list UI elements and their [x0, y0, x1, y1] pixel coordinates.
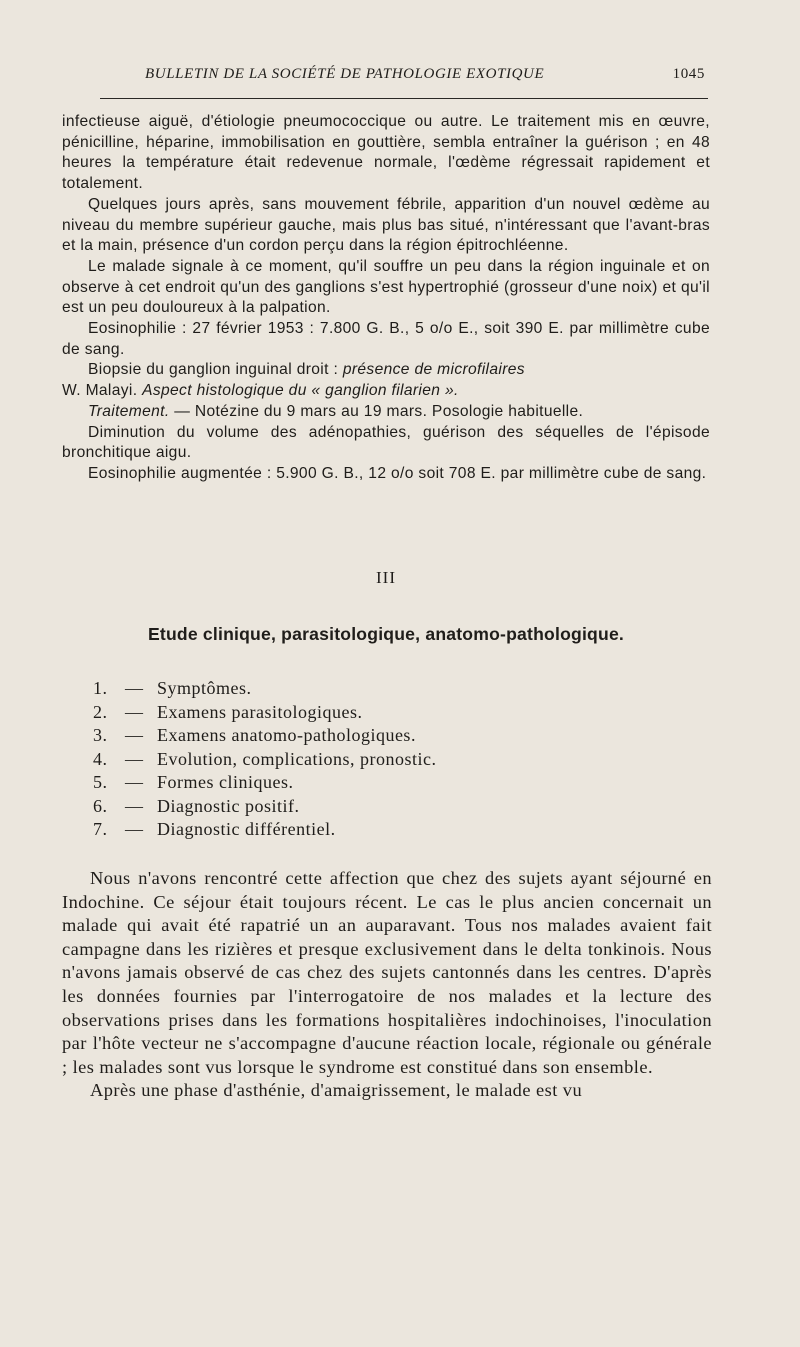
outline-item	[93, 771, 613, 795]
outline-item	[93, 748, 613, 772]
outline-dash: —	[125, 772, 144, 792]
eosinophilia-paragraph: Eosinophilie augmentée : 5.900 G. B., 12 o/o soit 708 E. par millimètre cube de sang.	[88, 464, 707, 482]
outline-item	[93, 795, 613, 819]
outline-label: Symptômes.	[157, 678, 252, 698]
header-rule	[100, 98, 708, 99]
outline-label: Diagnostic positif.	[157, 795, 300, 816]
section-outline	[93, 677, 613, 842]
case-paragraph: Diminution du volume des adénopathies, guérison des séquelles de l'épisode bronchitique aigu.	[62, 423, 710, 462]
outline-dash: —	[125, 678, 144, 698]
outline-label: Formes cliniques.	[157, 772, 294, 792]
case-paragraph: Le malade signale à ce moment, qu'il souffre un peu dans la région inguinale et on observe à cet endroit qu'un des ganglions s'est hypertrophié (grosseur d'une noix) et qu'il est un peu douloureux à la palpation.	[62, 257, 710, 317]
body-text	[62, 867, 712, 1103]
outline-number: 5.	[93, 772, 108, 792]
outline-item	[93, 701, 613, 725]
biopsy-paragraph	[62, 360, 710, 401]
biopsy-prefix: Biopsie du ganglion inguinal droit :	[88, 361, 343, 379]
outline-label: Examens parasitologiques.	[157, 701, 363, 722]
outline-number: 4.	[93, 748, 108, 769]
biopsy-species: W. Malayi.	[62, 382, 143, 400]
outline-item	[93, 818, 613, 842]
running-header	[100, 66, 705, 90]
case-paragraph: Quelques jours après, sans mouvement fébrile, apparition d'un nouvel œdème au niveau du membre supérieur gauche, mais plus bas situé, n'intéressant que l'avant-bras et la main, présence d'un cordon perçu dans la région épitrochléenne.	[62, 195, 710, 255]
treatment-paragraph	[62, 402, 710, 423]
treatment-text: — Notézine du 9 mars au 19 mars. Posologie habituelle.	[169, 402, 584, 420]
outline-label: Examens anatomo-pathologiques.	[157, 725, 416, 745]
outline-item	[93, 677, 613, 701]
section-number: III	[376, 568, 396, 587]
biopsy-finding: présence de microfilaires	[342, 361, 525, 379]
outline-number: 2.	[93, 701, 108, 722]
case-report	[62, 112, 710, 485]
section-title: Etude clinique, parasitologique, anatomo-pathologique.	[147, 624, 625, 644]
outline-label: Evolution, complications, pronostic.	[157, 748, 437, 769]
body-paragraph: Nous n'avons rencontré cette affection que chez des sujets ayant séjourné en Indochine. Ce séjour était toujours récent. Le cas le plus ancien concernait un malade qui avait été rapatrié un an auparavant. Tous nos malades avaient fait campagne dans les rizières et presque exclusivement dans le delta tonkinois. Nous n'avons jamais observé de cas chez des sujets cantonnés dans les centres. D'après les données fournies par l'interrogatoire de nos malades et la lecture des observations prises dans les formations hospitalières indochinoises, l'inoculation par l'hôte vecteur ne s'accompagne d'aucune réaction locale, régionale ou générale ; les malades sont vus lorsque le syndrome est constitué dans son ensemble.	[62, 868, 712, 1077]
outline-dash: —	[125, 748, 144, 769]
outline-number: 3.	[93, 725, 108, 745]
page-number: 1045	[672, 66, 705, 82]
outline-number: 6.	[93, 795, 108, 816]
biopsy-aspect: Aspect histologique du « ganglion filarien ».	[142, 382, 459, 400]
outline-dash: —	[125, 795, 144, 816]
case-paragraph: infectieuse aiguë, d'étiologie pneumococcique ou autre. Le traitement mis en œuvre, pénicilline, héparine, immobilisation en gouttière, sembla entraîner la guérison ; en 48 heures la température était redevenue normale, l'œdème régressait rapidement et totalement.	[62, 113, 710, 193]
outline-item	[93, 724, 613, 748]
body-paragraph: Après une phase d'asthénie, d'amaigrissement, le malade est vu	[90, 1080, 583, 1101]
outline-label: Diagnostic différentiel.	[157, 819, 336, 839]
outline-dash: —	[125, 819, 144, 839]
running-title: BULLETIN DE LA SOCIÉTÉ DE PATHOLOGIE EXOTIQUE	[145, 66, 545, 82]
outline-dash: —	[125, 701, 144, 722]
outline-number: 7.	[93, 819, 108, 839]
outline-number: 1.	[93, 678, 108, 698]
outline-dash: —	[125, 725, 144, 745]
eosinophilia-paragraph: Eosinophilie : 27 février 1953 : 7.800 G. B., 5 o/o E., soit 390 E. par millimètre cube de sang.	[62, 320, 710, 358]
treatment-label: Traitement.	[88, 402, 170, 420]
